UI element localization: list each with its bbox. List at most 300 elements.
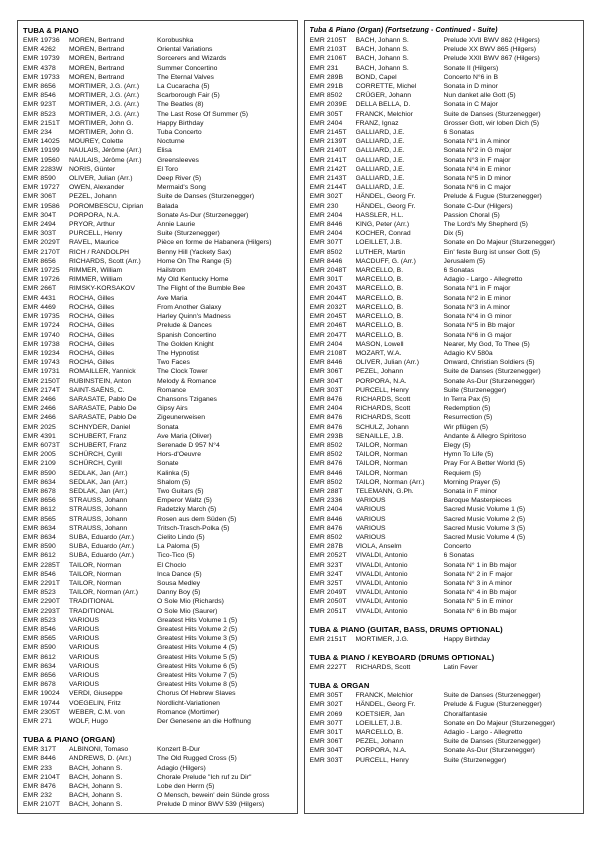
entry-code: EMR 234 (23, 129, 53, 137)
entry-code: EMR 8502 (309, 441, 343, 449)
entry-composer: VARIOUS (355, 515, 386, 523)
entry-composer: LOEILLET, J.B. (355, 239, 402, 247)
entry-title: Inca Dance (5) (157, 570, 202, 578)
entry-composer: KOCHER, Conrad (355, 230, 411, 238)
entry-title: Prelude XXII BWV 867 (Hilgers) (443, 55, 540, 63)
entry-code: EMR 271 (23, 718, 53, 726)
catalog-entry-row (23, 303, 292, 312)
entry-composer: RICHARDS, Scott (355, 405, 411, 413)
catalog-entry-row (23, 773, 292, 782)
entry-composer: BACH, Johann S. (355, 37, 409, 44)
entry-composer: TAILOR, Norman (69, 570, 121, 578)
catalog-entry-row (310, 331, 579, 340)
entry-code: EMR 2052T (309, 552, 347, 560)
entry-title: Melody & Romance (157, 377, 217, 385)
entry-code: EMR 8502 (309, 478, 343, 486)
entry-composer: VOEGELIN, Fritz (69, 699, 121, 707)
catalog-entry-row (23, 625, 292, 634)
catalog-entry-row (23, 349, 292, 358)
entry-composer: SARASATE, Pablo De (69, 405, 137, 413)
catalog-entry-row (23, 505, 292, 514)
catalog-entry-row (23, 551, 292, 560)
entry-composer: BACH, Johann S. (69, 801, 123, 809)
catalog-entry-row (310, 36, 579, 45)
catalog-entry-row (23, 54, 292, 63)
entry-title: Suite de Danses (Sturzenegger) (443, 692, 541, 700)
entry-composer: GALLIARD, J.E. (355, 129, 405, 137)
entry-code: EMR 19024 (23, 690, 60, 698)
entry-title: Ave Maria (Oliver) (157, 432, 212, 440)
entry-code: EMR 4378 (23, 64, 56, 72)
catalog-entry-row (23, 248, 292, 257)
catalog-entry-row (23, 791, 292, 800)
entry-composer: BACH, Johann S. (355, 64, 409, 72)
entry-title: Suite (Sturzenegger) (443, 386, 507, 394)
catalog-entry-row (310, 756, 579, 765)
entry-title: O Sole Mio (Richards) (157, 598, 224, 606)
entry-composer: SCHNYDER, Daniel (69, 423, 131, 431)
entry-title: 6 Sonatas (443, 267, 475, 275)
entry-composer: MARCELLO, B. (355, 303, 404, 311)
entry-code: EMR 8502 (309, 92, 343, 100)
entry-composer: TRADITIONAL (69, 607, 114, 615)
catalog-entry-row (310, 82, 579, 91)
entry-title: Greatest Hits Volume 1 (5) (157, 616, 238, 624)
entry-title: Choralfantasie (443, 710, 488, 718)
entry-code: EMR 4469 (23, 303, 56, 311)
entry-code: EMR 306T (309, 738, 343, 746)
entry-code: EMR 2051T (309, 607, 347, 615)
entry-composer: FRANZ, Ignaz (355, 119, 399, 127)
catalog-entry-row (310, 257, 579, 266)
entry-code: EMR 2046T (309, 322, 347, 330)
entry-title: Hymn To Life (5) (443, 451, 494, 459)
entry-title: Sonate As-Dur (Sturzenegger) (157, 211, 249, 219)
catalog-entry-row (23, 542, 292, 551)
entry-code: EMR 19736 (23, 37, 60, 44)
entry-title: Sonate C-Dur (Hilgers) (443, 202, 513, 210)
entry-title: Home On The Range (5) (157, 257, 232, 265)
catalog-entry-row (310, 710, 579, 719)
entry-title: Korobushka (157, 37, 194, 44)
entry-code: EMR 8502 (309, 533, 343, 541)
entry-title: Sonata N°6 in C major (443, 184, 512, 192)
catalog-entry-row (310, 663, 579, 672)
entry-title: Two Faces (157, 359, 190, 367)
catalog-entry-row (310, 303, 579, 312)
catalog-entry-row (23, 257, 292, 266)
entry-title: Suite (Sturzenegger) (443, 756, 507, 764)
entry-composer: MACDUFF, G. (Arr.) (355, 257, 416, 265)
entry-composer: BACH, Johann S. (355, 55, 409, 63)
entry-composer: SARASATE, Pablo De (69, 395, 137, 403)
entry-title: Chorale Prelude "Ich ruf zu Dir" (157, 773, 252, 781)
catalog-entry-row (310, 340, 579, 349)
entry-code: EMR 2305T (23, 708, 61, 716)
entry-composer: VIVALDI, Antonio (355, 579, 408, 587)
catalog-entry-row (310, 146, 579, 155)
entry-title: 6 Sonatas (443, 129, 475, 137)
entry-composer: VIVALDI, Antonio (355, 598, 408, 606)
entry-code: EMR 8612 (23, 552, 56, 560)
entry-title: Hors-d'Oeuvre (157, 451, 201, 459)
entry-code: EMR 2336 (309, 497, 343, 505)
entry-title: Greatest Hits Volume 5 (5) (157, 653, 238, 661)
entry-code: EMR 19733 (23, 73, 60, 81)
entry-code: EMR 2151T (309, 635, 347, 643)
entry-code: EMR 231 (309, 64, 339, 72)
catalog-entry-row (23, 119, 292, 128)
entry-title: Pray For A Better World (5) (443, 460, 525, 468)
entry-composer: MORTIMER, John G. (69, 119, 134, 127)
catalog-entry-row (310, 192, 579, 201)
entry-title: Sacred Music Volume 2 (5) (443, 515, 526, 523)
entry-composer: OWEN, Alexander (69, 184, 125, 192)
entry-composer: NORIS, Günter (69, 165, 116, 173)
entry-title: Two Guitars (5) (157, 487, 204, 495)
entry-composer: KING, Peter (Arr.) (355, 221, 410, 229)
entry-title: Greensleeves (157, 156, 199, 164)
catalog-entry-row (310, 432, 579, 441)
entry-code: EMR 19740 (23, 331, 60, 339)
entry-title: The Beatles (8) (157, 101, 204, 109)
entry-title: Resurrection (5) (443, 414, 493, 422)
entry-composer: MARCELLO, B. (355, 267, 404, 275)
entry-composer: VIVALDI, Antonio (355, 607, 408, 615)
entry-code: EMR 266T (23, 285, 57, 293)
entry-composer: MOREN, Bertrand (69, 37, 125, 44)
entry-title: Sonata N°4 in G minor (443, 313, 512, 321)
entry-title: Sorcerers and Wizards (157, 55, 227, 63)
entry-code: EMR 8446 (309, 221, 343, 229)
entry-composer: VARIOUS (355, 506, 386, 514)
catalog-entry-row (23, 515, 292, 524)
entry-title: Adagio - Largo - Allegretto (443, 729, 523, 737)
entry-code: EMR 2466 (23, 414, 56, 422)
catalog-entry-row (23, 662, 292, 671)
entry-composer: VARIOUS (355, 533, 386, 541)
catalog-entry-row (23, 579, 292, 588)
entry-code: EMR 8634 (23, 662, 56, 670)
entry-title: Prelude D minor BWV 539 (Hilgers) (157, 801, 265, 809)
entry-composer: RICHARDS, Scott (Arr.) (69, 257, 141, 265)
catalog-entry-row (23, 496, 292, 505)
entry-title: O Mensch, bewein' dein Sünde gross (157, 792, 270, 800)
entry-code: EMR 2049T (309, 589, 347, 597)
entry-code: EMR 8523 (23, 110, 56, 118)
entry-composer: VIVALDI, Antonio (355, 570, 408, 578)
entry-code: EMR 14025 (23, 138, 60, 146)
catalog-entry-row (310, 691, 579, 700)
entry-composer: MORTIMER, John G. (69, 129, 134, 137)
entry-composer: BACH, Johann S. (355, 46, 409, 54)
catalog-entry-row (23, 183, 292, 192)
catalog-entry-row (23, 284, 292, 293)
section-header: TUBA & PIANO / KEYBOARD (DRUMS OPTIONAL) (309, 653, 495, 662)
entry-composer: MARCELLO, B. (355, 313, 404, 321)
entry-composer: VERDI, Giuseppe (69, 690, 123, 698)
catalog-entry-row (310, 496, 579, 505)
catalog-entry-row (23, 64, 292, 73)
entry-composer: GALLIARD, J.E. (355, 147, 405, 155)
catalog-entry-row (310, 64, 579, 73)
entry-code: EMR 2044T (309, 294, 347, 302)
catalog-entry-row (310, 450, 579, 459)
entry-title: My Old Kentucky Home (157, 276, 229, 284)
entry-title: Jerusalem (5) (443, 257, 486, 265)
catalog-entry-row (23, 616, 292, 625)
entry-title: Sonata N° 4 in Bb major (443, 589, 517, 597)
entry-title: The Last Rose Of Summer (5) (157, 110, 249, 118)
entry-title: Andante & Allegro Spiritoso (443, 432, 527, 440)
entry-code: EMR 2283W (23, 165, 63, 173)
entry-composer: SEDLAK, Jan (Arr.) (69, 478, 128, 486)
entry-title: Sonata N°2 in G major (443, 147, 512, 155)
entry-code: EMR 2106T (309, 55, 347, 63)
catalog-entry-row (310, 312, 579, 321)
catalog-entry-row (310, 349, 579, 358)
catalog-entry-row (23, 782, 292, 791)
entry-title: Sonata N° 6 in Bb major (443, 607, 517, 615)
catalog-entry-row (23, 717, 292, 726)
catalog-entry-row (310, 551, 579, 560)
entry-code: EMR 305T (309, 692, 343, 700)
entry-code: EMR 233 (23, 764, 53, 772)
entry-code: EMR 8590 (23, 175, 56, 183)
entry-composer: VARIOUS (355, 497, 386, 505)
catalog-entry-row (23, 275, 292, 284)
entry-composer: VARIOUS (69, 644, 100, 652)
entry-title: The Lord's My Shepherd (5) (443, 221, 528, 229)
catalog-entry-row (310, 220, 579, 229)
entry-title: Mermaid's Song (157, 184, 206, 192)
section-header: TUBA & PIANO (23, 26, 79, 35)
entry-composer: GALLIARD, J.E. (355, 184, 405, 192)
entry-title: Annie Laurie (157, 221, 196, 229)
entry-title: Oriental Variations (157, 46, 213, 54)
section-entries (23, 36, 292, 726)
entry-title: Sonate As-Dur (Sturzenegger) (443, 377, 535, 385)
catalog-section (310, 652, 579, 672)
catalog-entry-row (23, 754, 292, 763)
entry-code: EMR 4391 (23, 432, 56, 440)
entry-composer: VARIOUS (69, 681, 100, 689)
right-column (304, 20, 585, 814)
entry-title: Adagio (Hilgers) (157, 764, 206, 772)
catalog-entry-row (23, 597, 292, 606)
entry-title: Pièce en forme de Habanera (Hilgers) (157, 239, 272, 247)
catalog-entry-row (310, 211, 579, 220)
entry-title: Shalom (5) (157, 478, 191, 486)
catalog-entry-row (23, 643, 292, 652)
catalog-entry-row (23, 358, 292, 367)
entry-code: EMR 301T (309, 729, 343, 737)
entry-composer: BACH, Johann S. (69, 783, 123, 791)
entry-title: Suite de Danses (Sturzenegger) (157, 193, 255, 201)
catalog-entry-row (23, 699, 292, 708)
entry-code: EMR 4431 (23, 294, 56, 302)
catalog-entry-row (23, 469, 292, 478)
entry-composer: MARCELLO, B. (355, 285, 404, 293)
entry-title: Sonata N°4 in E minor (443, 165, 511, 173)
entry-title: Nearer, My God, To Thee (5) (443, 340, 530, 348)
entry-title: Sonate en Do Majeur (Sturzenegger) (443, 239, 555, 247)
section-header: Tuba & Piano (Organ) (Fortsetzung - Continued - Suite) (309, 27, 498, 34)
entry-code: EMR 307T (309, 719, 343, 727)
entry-code: EMR 2151T (23, 119, 61, 127)
entry-code: EMR 2105T (309, 37, 347, 44)
entry-title: Sonata N°1 in A minor (443, 138, 511, 146)
entry-title: Romance (157, 386, 187, 394)
catalog-entry-row (23, 367, 292, 376)
entry-code: EMR 305T (309, 110, 343, 118)
entry-title: Sonata in D minor (443, 83, 498, 91)
entry-composer: MARCELLO, B. (355, 294, 404, 302)
catalog-entry-row (23, 100, 292, 109)
catalog-entry-row (310, 294, 579, 303)
entry-composer: GALLIARD, J.E. (355, 156, 405, 164)
catalog-entry-row (23, 413, 292, 422)
entry-code: EMR 4262 (23, 46, 56, 54)
catalog-entry-row (23, 524, 292, 533)
entry-composer: TAILOR, Norman (355, 469, 408, 477)
catalog-entry-row (23, 450, 292, 459)
entry-code: EMR 19199 (23, 147, 60, 155)
entry-code: EMR 19735 (23, 313, 60, 321)
entry-title: Tuba Concerto (157, 129, 202, 137)
section-entries (310, 36, 579, 616)
entry-composer: RUBINSTEIN, Anton (69, 377, 132, 385)
entry-composer: MORTIMER, J.G. (Arr.) (69, 83, 140, 91)
entry-composer: TRADITIONAL (69, 598, 114, 606)
entry-composer: VARIOUS (69, 635, 100, 643)
entry-title: Tritsch-Trasch-Polka (5) (157, 524, 230, 532)
entry-code: EMR 289B (309, 73, 344, 81)
entry-title: Nun danket alle Gott (5) (443, 92, 516, 100)
entry-code: EMR 303T (309, 756, 343, 764)
entry-title: Sonata N°6 in G major (443, 331, 512, 339)
entry-composer: PEZEL, Johann (69, 193, 117, 201)
catalog-columns (17, 20, 584, 814)
catalog-section (310, 25, 579, 616)
entry-title: Requiem (5) (443, 469, 481, 477)
catalog-entry-row (23, 192, 292, 201)
entry-code: EMR 2404 (309, 230, 343, 238)
entry-composer: LUTHER, Martin (355, 248, 406, 256)
catalog-entry-row (23, 459, 292, 468)
entry-code: EMR 8634 (23, 533, 56, 541)
entry-composer: NAULAIS, Jérôme (Arr.) (69, 147, 142, 155)
entry-composer: ROCHA, Gilles (69, 331, 115, 339)
entry-code: EMR 2141T (309, 156, 347, 164)
entry-code: EMR 19725 (23, 267, 60, 275)
entry-title: The Eternal Valves (157, 73, 214, 81)
entry-code: EMR 8476 (309, 423, 343, 431)
entry-code: EMR 2404 (309, 119, 343, 127)
entry-title: Prelude & Fugue (Sturzenegger) (443, 701, 542, 709)
entry-code: EMR 2466 (23, 395, 56, 403)
entry-title: Emperor Waltz (5) (157, 497, 212, 505)
entry-title: Spanish Concertino (157, 331, 217, 339)
catalog-entry-row (23, 607, 292, 616)
entry-code: EMR 8612 (23, 506, 56, 514)
entry-title: Serenade D 957 N°4 (157, 441, 220, 449)
catalog-entry-row (310, 73, 579, 82)
catalog-entry-row (310, 110, 579, 119)
catalog-entry-row (310, 597, 579, 606)
entry-code: EMR 8476 (309, 460, 343, 468)
entry-code: EMR 2291T (23, 579, 61, 587)
entry-composer: MOREN, Bertrand (69, 46, 125, 54)
entry-code: EMR 8634 (23, 478, 56, 486)
entry-code: EMR 303T (23, 230, 57, 238)
entry-composer: MARCELLO, B. (355, 276, 404, 284)
entry-code: EMR 8565 (23, 515, 56, 523)
catalog-entry-row (23, 386, 292, 395)
entry-title: Prelude & Dances (157, 322, 212, 330)
entry-composer: SCHÜRCH, Cyrill (69, 451, 122, 459)
entry-title: Sonata N°3 in A minor (443, 303, 511, 311)
catalog-entry-row (23, 73, 292, 82)
entry-composer: GALLIARD, J.E. (355, 138, 405, 146)
catalog-entry-row (23, 211, 292, 220)
catalog-entry-row (23, 487, 292, 496)
catalog-entry-row (23, 404, 292, 413)
catalog-entry-row (23, 331, 292, 340)
entry-code: EMR 19560 (23, 156, 60, 164)
entry-code: EMR 304T (23, 211, 57, 219)
entry-composer: MARCELLO, B. (355, 322, 404, 330)
catalog-entry-row (310, 284, 579, 293)
entry-title: Prelude XVII BWV 862 (Hilgers) (443, 37, 540, 44)
entry-code: EMR 324T (309, 570, 343, 578)
catalog-entry-row (23, 110, 292, 119)
catalog-entry-row (310, 478, 579, 487)
entry-title: Sonata N°1 in F major (443, 285, 511, 293)
entry-code: EMR 2404 (309, 405, 343, 413)
catalog-entry-row (23, 312, 292, 321)
entry-composer: TAILOR, Norman (355, 451, 408, 459)
entry-code: EMR 2029T (23, 239, 61, 247)
entry-composer: ROCHA, Gilles (69, 349, 115, 357)
entry-title: Sonata N°3 in F major (443, 156, 511, 164)
entry-composer: KOETSIER, Jan (355, 710, 405, 718)
entry-composer: TAILOR, Norman (69, 579, 121, 587)
entry-title: Adagio - Largo - Allegretto (443, 276, 523, 284)
entry-code: EMR 2143T (309, 175, 347, 183)
catalog-entry-row (23, 533, 292, 542)
catalog-section (310, 680, 579, 765)
catalog-entry-row (23, 156, 292, 165)
entry-composer: TAILOR, Norman (Arr.) (69, 589, 138, 597)
entry-code: EMR 8546 (23, 92, 56, 100)
catalog-entry-row (310, 413, 579, 422)
entry-title: Hailstrom (157, 267, 186, 275)
entry-code: EMR 6073T (23, 441, 61, 449)
entry-code: EMR 2025 (23, 423, 56, 431)
entry-composer: ROCHA, Gilles (69, 303, 115, 311)
entry-title: Lobe den Herrn (5) (157, 783, 215, 791)
entry-code: EMR 307T (309, 239, 343, 247)
entry-composer: BACH, Johann S. (69, 764, 123, 772)
entry-composer: GALLIARD, J.E. (355, 165, 405, 173)
catalog-entry-row (23, 220, 292, 229)
entry-title: Harley Quinn's Madness (157, 313, 231, 321)
entry-code: EMR 2107T (23, 801, 61, 809)
catalog-entry-row (310, 202, 579, 211)
catalog-entry-row (23, 800, 292, 809)
entry-title: Prelude XX BWV 865 (Hilgers) (443, 46, 537, 54)
